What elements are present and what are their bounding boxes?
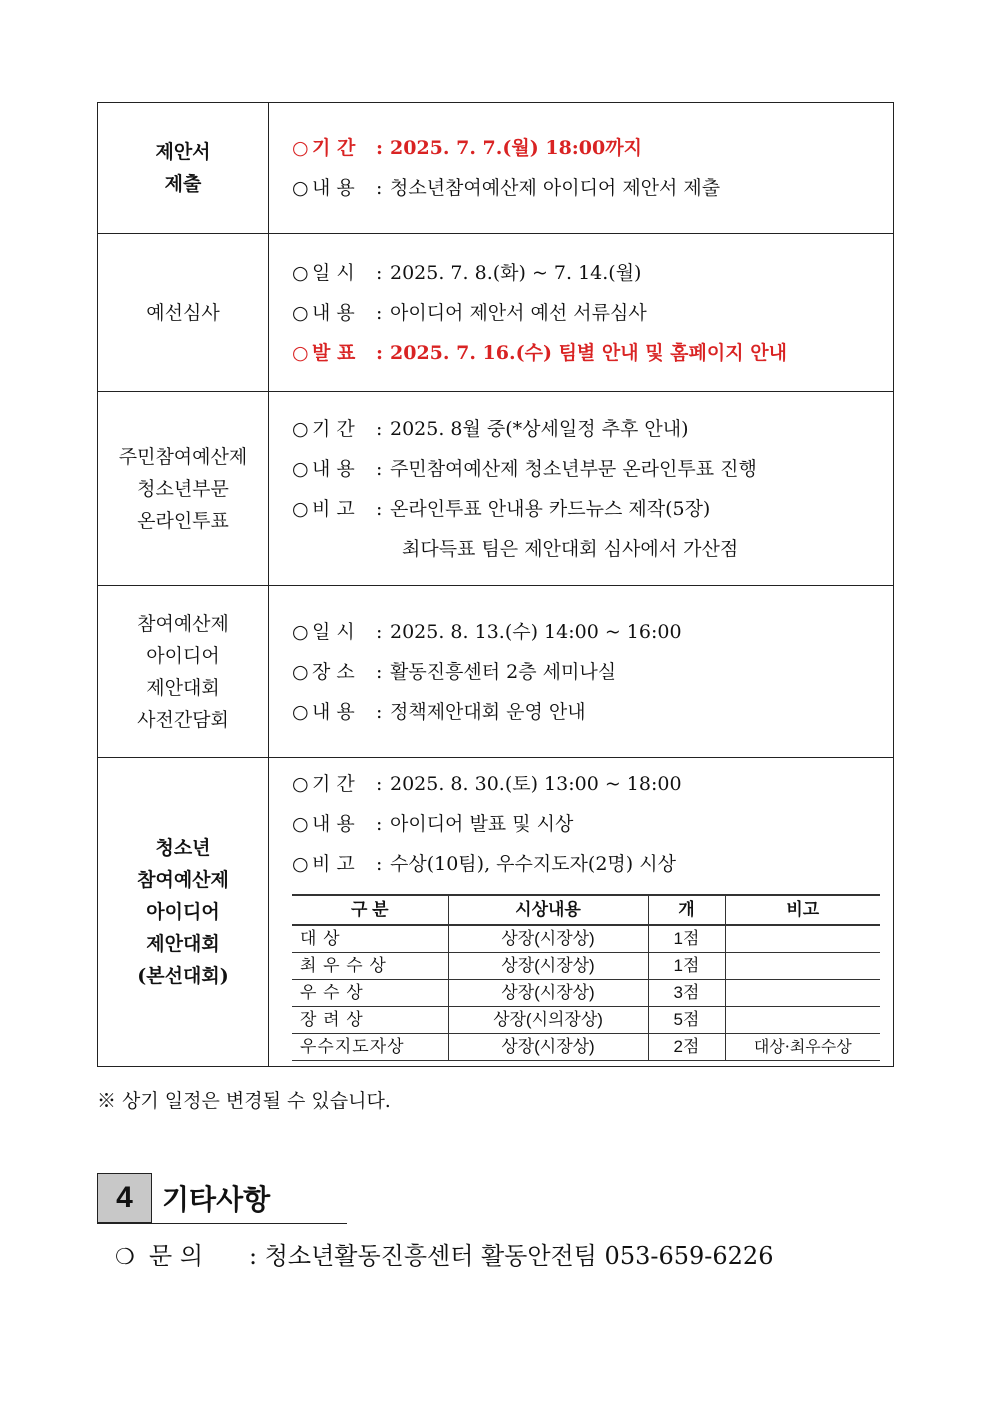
schedule-table bbox=[97, 102, 894, 1067]
award-category: 우수지도자상 bbox=[292, 1033, 448, 1060]
award-prize: 상장(시장상) bbox=[448, 952, 648, 979]
awards-row bbox=[292, 979, 880, 1006]
detail-continuation: 최다득표 팀은 제안대회 심사에서 가산점 bbox=[402, 537, 739, 560]
detail-line: ○ 내 용 : 정책제안대회 운영 안내 bbox=[292, 700, 586, 723]
award-note bbox=[725, 925, 880, 953]
award-count: 1점 bbox=[648, 925, 725, 953]
awards-row bbox=[292, 1006, 880, 1033]
awards-row bbox=[292, 1033, 880, 1060]
award-prize: 상장(시장상) bbox=[448, 925, 648, 953]
label-line: 제출 bbox=[164, 173, 202, 195]
schedule-row bbox=[98, 103, 894, 234]
award-note: 대상·최우수상 bbox=[725, 1033, 880, 1060]
row-label bbox=[98, 103, 269, 234]
award-prize: 상장(시장상) bbox=[448, 1033, 648, 1060]
detail-line: ○ 발 표 : 2025. 7. 16.(수) 팀별 안내 및 홈페이지 안내 bbox=[292, 341, 787, 364]
label-line: 주민참여예산제 bbox=[118, 445, 248, 468]
award-count: 5점 bbox=[648, 1006, 725, 1033]
detail-line: ○ 기 간 : 2025. 8월 중(*상세일정 추후 안내) bbox=[292, 417, 689, 440]
detail-line: ○ 기 간 : 2025. 8. 30.(토) 13:00 ~ 18:00 bbox=[292, 772, 682, 795]
label-line: 아이디어 bbox=[146, 901, 220, 923]
row-content bbox=[269, 586, 894, 758]
label-line: 참여예산제 bbox=[137, 869, 229, 891]
section-title: 기타사항 bbox=[162, 1183, 271, 1216]
award-count: 2점 bbox=[648, 1033, 725, 1060]
row-content bbox=[269, 392, 894, 586]
contact-key: 문 의 bbox=[149, 1242, 203, 1270]
awards-row bbox=[292, 952, 880, 979]
label-line: 제안대회 bbox=[146, 933, 220, 955]
contact-colon: : bbox=[249, 1242, 265, 1270]
contact-line bbox=[115, 1236, 773, 1271]
awards-row bbox=[292, 925, 880, 953]
award-note bbox=[725, 952, 880, 979]
row-label bbox=[98, 392, 269, 586]
section-heading bbox=[97, 1173, 347, 1224]
award-count: 3점 bbox=[648, 979, 725, 1006]
awards-header-row bbox=[292, 895, 880, 925]
row-content bbox=[269, 234, 894, 392]
award-prize: 상장(시의장상) bbox=[448, 1006, 648, 1033]
schedule-row bbox=[98, 758, 894, 1067]
awards-header: 개 bbox=[648, 895, 725, 925]
awards-table bbox=[292, 894, 880, 1061]
section-number: 4 bbox=[97, 1173, 152, 1223]
row-label bbox=[98, 586, 269, 758]
detail-line: ○ 일 시 : 2025. 7. 8.(화) ~ 7. 14.(월) bbox=[292, 261, 642, 284]
row-label bbox=[98, 758, 269, 1067]
label-line: 참여예산제 bbox=[137, 612, 229, 635]
schedule-row bbox=[98, 234, 894, 392]
detail-line: ○ 일 시 : 2025. 8. 13.(수) 14:00 ~ 16:00 bbox=[292, 620, 682, 643]
detail-line: ○ 내 용 : 아이디어 제안서 예선 서류심사 bbox=[292, 301, 647, 324]
label-line: 아이디어 bbox=[146, 644, 220, 667]
detail-line: ○ 내 용 : 주민참여예산제 청소년부문 온라인투표 진행 bbox=[292, 457, 757, 480]
contact-value: 청소년활동진흥센터 활동안전팀 053-659-6226 bbox=[264, 1242, 774, 1270]
label-line: 사전간담회 bbox=[137, 708, 229, 731]
awards-header: 비고 bbox=[725, 895, 880, 925]
detail-line: ○ 내 용 : 청소년참여예산제 아이디어 제안서 제출 bbox=[292, 177, 721, 199]
awards-header: 시상내용 bbox=[448, 895, 648, 925]
label-line: 청소년부문 bbox=[137, 477, 229, 500]
detail-line: ○ 기 간 : 2025. 7. 7.(월) 18:00까지 bbox=[292, 137, 642, 159]
awards-header: 구 분 bbox=[292, 895, 448, 925]
label-line: 온라인투표 bbox=[137, 509, 229, 532]
award-note bbox=[725, 979, 880, 1006]
row-content bbox=[269, 103, 894, 234]
award-category: 우 수 상 bbox=[292, 979, 448, 1006]
label-line: (본선대회) bbox=[137, 965, 229, 987]
label-line: 예선심사 bbox=[146, 301, 220, 324]
row-content bbox=[269, 758, 894, 1067]
award-prize: 상장(시장상) bbox=[448, 979, 648, 1006]
award-count: 1점 bbox=[648, 952, 725, 979]
label-line: 제안대회 bbox=[146, 676, 220, 699]
circle-bullet-icon: ❍ bbox=[115, 1245, 135, 1270]
detail-line: ○ 내 용 : 아이디어 발표 및 시상 bbox=[292, 812, 574, 835]
detail-line: ○ 비 고 : 온라인투표 안내용 카드뉴스 제작(5장) bbox=[292, 497, 711, 520]
label-line: 청소년 bbox=[155, 837, 211, 859]
footnote: ※ 상기 일정은 변경될 수 있습니다. bbox=[97, 1090, 391, 1112]
row-label bbox=[98, 234, 269, 392]
schedule-row bbox=[98, 392, 894, 586]
award-category: 장 려 상 bbox=[292, 1006, 448, 1033]
detail-line: ○ 비 고 : 수상(10팀), 우수지도자(2명) 시상 bbox=[292, 852, 676, 875]
schedule-row bbox=[98, 586, 894, 758]
award-note bbox=[725, 1006, 880, 1033]
award-category: 최 우 수 상 bbox=[292, 952, 448, 979]
detail-line: ○ 장 소 : 활동진흥센터 2층 세미나실 bbox=[292, 660, 617, 683]
label-line: 제안서 bbox=[155, 141, 211, 163]
award-category: 대 상 bbox=[292, 925, 448, 953]
